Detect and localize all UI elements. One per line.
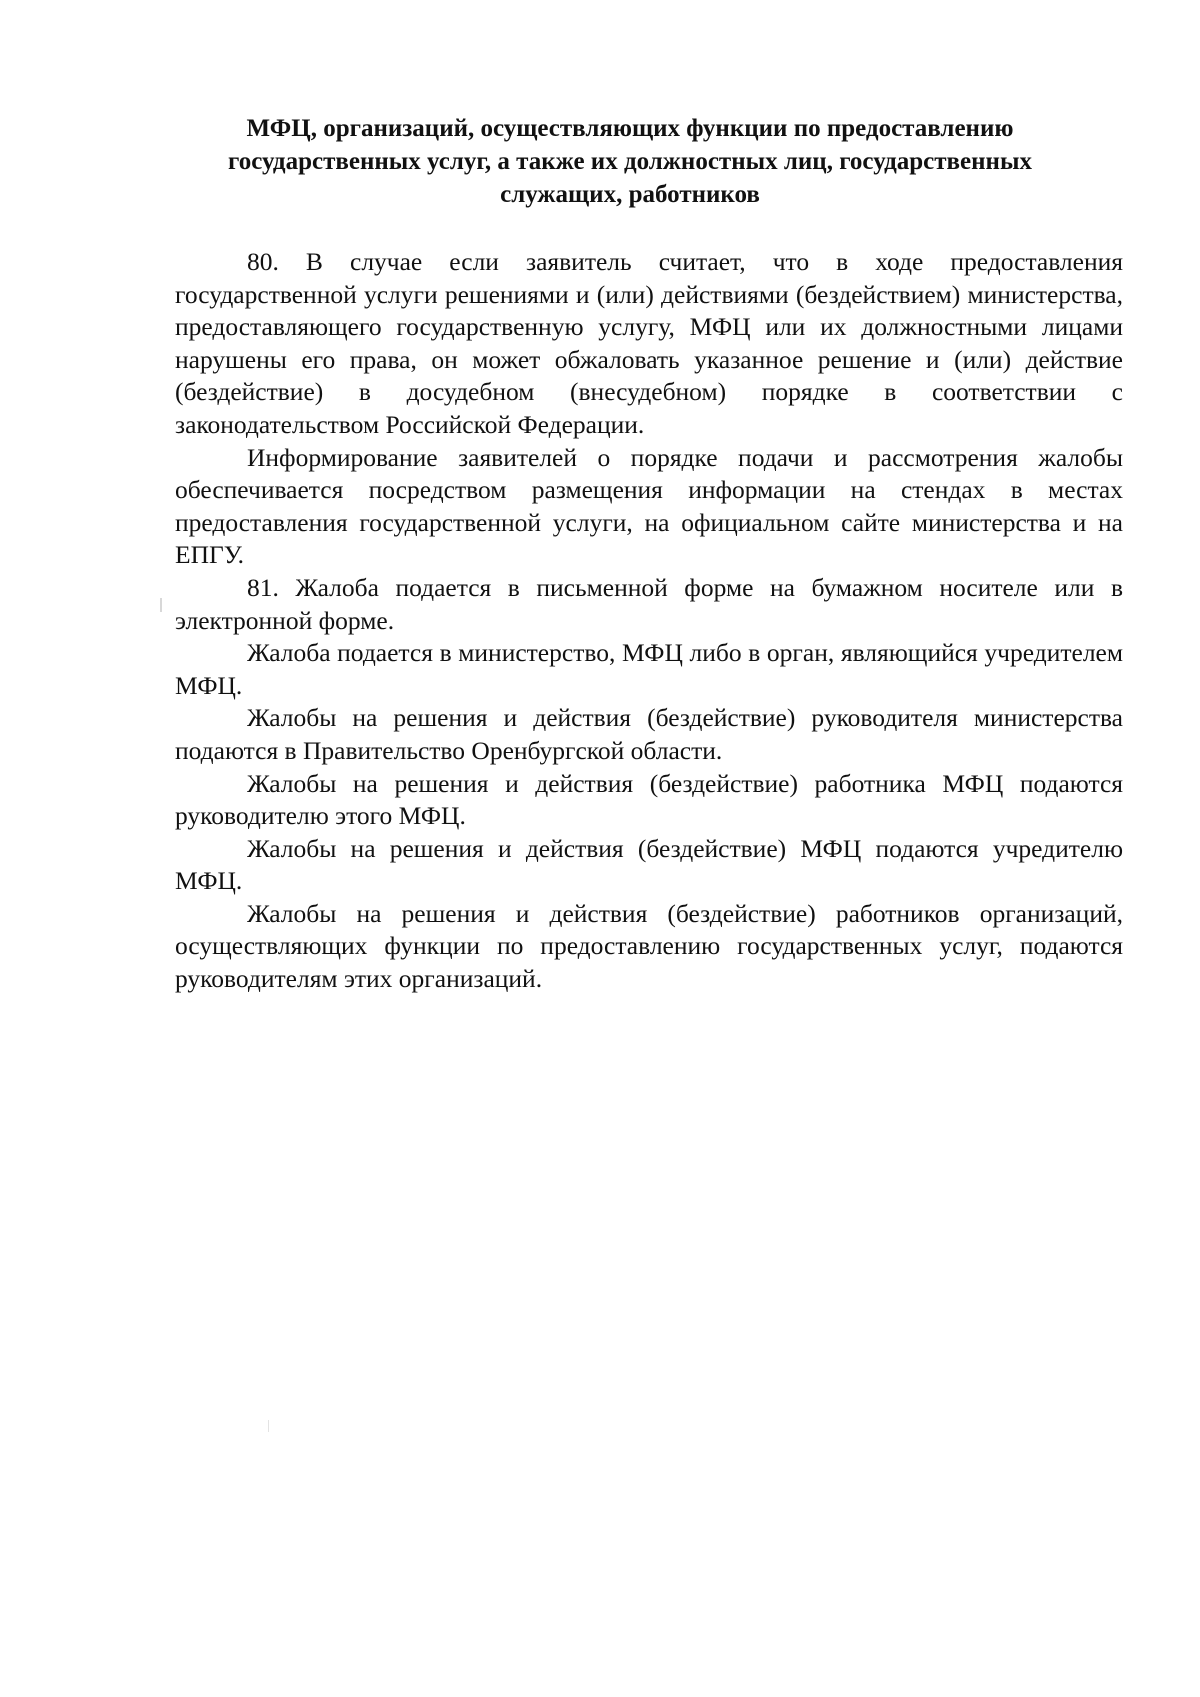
paragraph-complaint-head: Жалобы на решения и действия (бездействие) руководителя министерства подаются в Правительство Оренбургской области.: [175, 703, 1123, 765]
paragraph-complaint-mfc-worker: Жалобы на решения и действия (бездействие) работника МФЦ подаются руководителю этого МФЦ.: [175, 768, 1123, 831]
scan-artifact: [160, 598, 162, 612]
heading-line: служащих, работников: [500, 181, 760, 208]
paragraph-informing: Информирование заявителей о порядке подачи и рассмотрения жалобы обеспечивается посредством размещения информации на стендах в местах предоставления государственной услуги, на официальном сайте министерства и на ЕПГУ.: [175, 442, 1123, 570]
paragraph-complaint-mfc: Жалобы на решения и действия (бездействие) МФЦ подаются учредителю МФЦ.: [175, 833, 1123, 896]
paragraph-81: 81. Жалоба подается в письменной форме на бумажном носителе или в электронной форме.: [175, 572, 1123, 635]
heading-line: МФЦ, организаций, осуществляющих функции по предоставлению: [246, 115, 1014, 142]
document-body: [175, 246, 1123, 996]
scan-artifact: [268, 1420, 269, 1432]
paragraph-complaint-organizations: Жалобы на решения и действия (бездействие) работников организаций, осуществляющих функции по предоставлению государственных услуг, подаются руководителям этих организаций.: [175, 898, 1123, 994]
heading-line: государственных услуг, а также их должностных лиц, государственных: [228, 148, 1032, 175]
section-heading: [170, 112, 1090, 211]
paragraph-80: 80. В случае если заявитель считает, что в ходе предоставления государственной услуги решениями и (или) действиями (бездействием) министерства, предоставляющего государственную услугу, МФЦ или их должностными лицами нарушены его права, он может обжаловать указанное решение и (или) действие (бездействие) в досудебном (внесудебном) порядке в соответствии с законодательством Российской Федерации.: [175, 247, 1123, 439]
paragraph-complaint-recipient: Жалоба подается в министерство, МФЦ либо в орган, являющийся учредителем МФЦ.: [175, 638, 1123, 700]
